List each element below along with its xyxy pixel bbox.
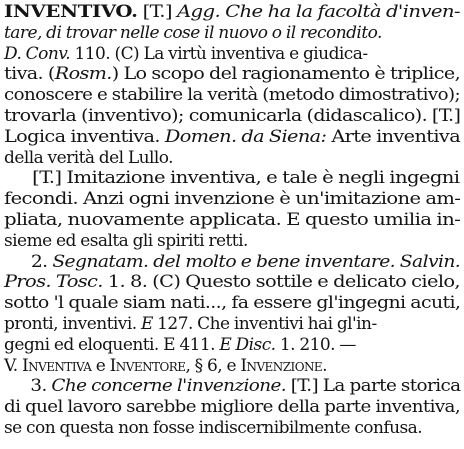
text-run: e <box>91 355 110 376</box>
entry-line <box>4 252 464 273</box>
small-caps-run: Inventiva <box>21 355 92 376</box>
entry-line <box>4 314 460 335</box>
italic-run: Segnatam. del molto e bene inventare. Salvin. <box>52 251 461 272</box>
text-run: trovarla (inventivo); comunicarla (didascalico). [T.] <box>4 105 461 126</box>
text-run: 1. 210. — <box>275 334 356 355</box>
entry-line <box>4 106 464 127</box>
text-run: , § 6, e <box>185 355 241 376</box>
italic-run: tare, di trovar nelle cose il nuovo o il recondito. <box>4 22 382 43</box>
entry-line <box>4 293 464 314</box>
entry-line <box>4 210 464 231</box>
text-run: gegni ed eloquenti. E 411. <box>4 334 220 355</box>
text-run: 127. Che inventivi hai gl'in- <box>152 313 377 334</box>
text-run: 3. <box>4 376 52 397</box>
text-run: V. <box>4 355 22 376</box>
italic-run: Agg. Che ha la facoltà d'inven- <box>176 2 460 22</box>
entry-line <box>4 23 460 44</box>
entry-line <box>4 168 464 189</box>
text-run: sieme ed esalta gli spiriti retti. <box>4 230 248 251</box>
entry-line <box>4 44 460 65</box>
text-run: 2. <box>4 251 53 272</box>
italic-run: Che concerne l'invenzione. <box>51 376 287 397</box>
text-run: ) Lo scopo del ragionamento è triplice, <box>111 64 461 85</box>
dictionary-entry <box>4 2 460 439</box>
small-caps-run: Inventore <box>109 355 186 376</box>
headword: INVENTIVO. <box>4 2 138 22</box>
entry-line <box>4 272 464 293</box>
entry-line <box>4 189 464 210</box>
italic-run: E <box>140 313 153 334</box>
text-run: sotto 'l quale siam nati..., fa essere gl'ingegni acuti, <box>4 293 461 314</box>
entry-line <box>4 64 464 85</box>
text-run: . <box>322 355 328 376</box>
entry-line <box>4 231 460 252</box>
entry-line <box>4 85 464 106</box>
text-run: [T.] La parte storica <box>286 376 461 397</box>
text-run: della verità del Lullo. <box>4 147 174 168</box>
entry-line <box>4 127 464 148</box>
italic-run: D. Conv. <box>4 43 71 64</box>
text-run: 110. (C) La virtù inventiva e giudica- <box>70 43 368 64</box>
text-run: pronti, inventivi. <box>4 313 141 334</box>
text-run: Arte inventiva <box>326 126 461 147</box>
text-run: 1. 8. (C) Questo sottile e delicato cielo, <box>102 272 460 293</box>
text-run: [T.] Imitazione inventiva, e tale è negli ingegni <box>4 168 460 189</box>
text-run: di quel lavoro sarebbe migliore della parte inventiva, <box>4 397 461 418</box>
italic-run: Rosm. <box>54 64 112 85</box>
italic-run: Domen. da Siena: <box>164 126 327 147</box>
entry-line <box>4 2 464 23</box>
entry-line <box>4 335 460 356</box>
entry-line <box>4 418 460 439</box>
small-caps-run: Invenzione <box>240 355 323 376</box>
text-run: [T.] <box>137 2 177 22</box>
text-run: conoscere e stabilire la verità (metodo dimostrativo); <box>4 85 461 106</box>
entry-line <box>4 356 460 377</box>
text-run: pliata, nuovamente applicata. E questo umilia in- <box>4 209 461 230</box>
text-run: se con questa non fosse indiscernibilmente confusa. <box>4 417 423 438</box>
text-run: Logica inventiva. <box>4 126 165 147</box>
italic-run: E Disc. <box>219 334 276 355</box>
entry-line <box>4 148 460 169</box>
italic-run: Pros. Tosc. <box>4 272 103 293</box>
entry-line <box>4 376 464 397</box>
entry-line <box>4 397 464 418</box>
text-run: tiva. ( <box>4 64 55 85</box>
text-run: fecondi. Anzi ogni invenzione è un'imitazione am- <box>4 189 461 210</box>
